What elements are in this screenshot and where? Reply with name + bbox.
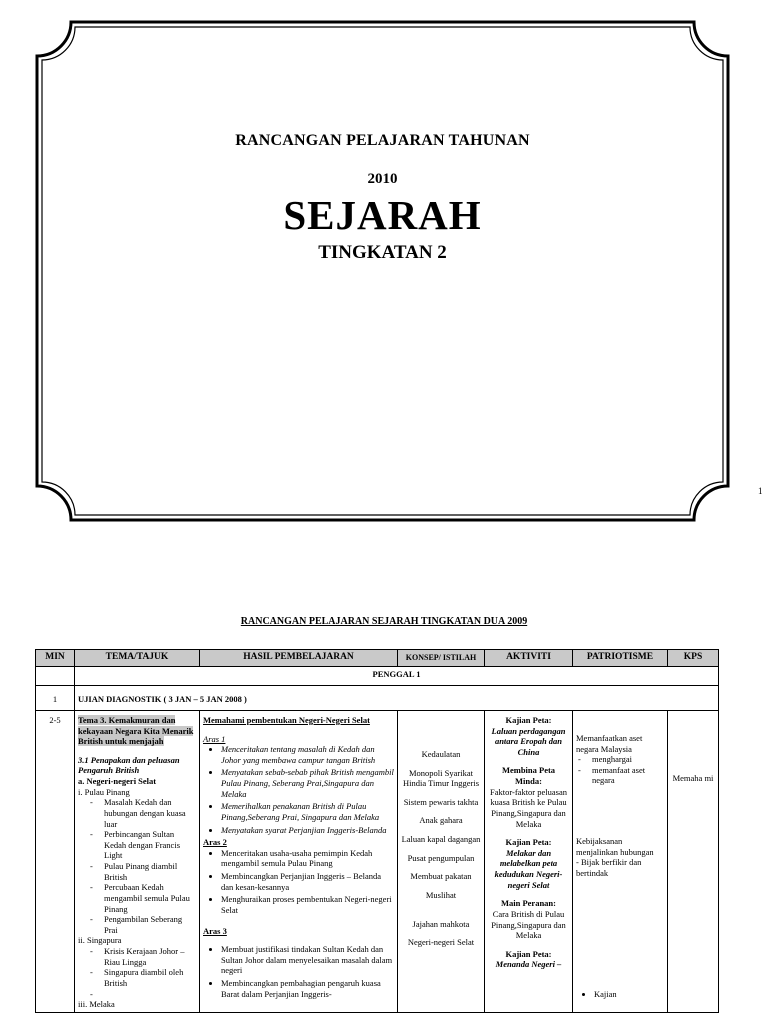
kps-value: Memaha mi bbox=[672, 772, 714, 783]
tema-subtitle: 3.1 Penapakan dan peluasan Pengaruh British bbox=[78, 754, 180, 776]
konsep-cell bbox=[398, 710, 485, 1012]
aktiviti-body: Melakar dan melabelkan peta kedudukan Negeri-negeri Selat bbox=[494, 847, 563, 890]
aktiviti-heading: Kajian Peta: bbox=[505, 714, 552, 725]
konsep-item: Pusat pengumpulan bbox=[407, 852, 475, 863]
patriotisme-line: - Bijak berfikir dan bertindak bbox=[576, 857, 642, 878]
min-cell: 1 bbox=[36, 685, 75, 710]
konsep-item: Monopoli Syarikat Hindia Timur Inggeris bbox=[402, 767, 480, 789]
list-item: - Pulau Pinang diambil British bbox=[104, 861, 196, 882]
hasil-cell bbox=[200, 710, 398, 1012]
list-item: - Krisis Kerajaan Johor – Riau Lingga bbox=[104, 946, 196, 967]
cover-level: TINGKATAN 2 bbox=[318, 242, 447, 263]
list-item: • Menyatakan syarat Perjanjian Inggeris-Belanda bbox=[221, 825, 394, 836]
penggal-label: PENGGAL 1 bbox=[75, 666, 719, 685]
patriotisme-item: Kebijaksanan menjalinkan hubungan bbox=[576, 836, 654, 857]
kps-cell bbox=[668, 710, 719, 1012]
col-header-hasil: HASIL PEMBELAJARAN bbox=[200, 650, 398, 667]
list-item: • Menghuraikan proses pembentukan Negeri-negeri Selat bbox=[221, 894, 394, 915]
cover-year: 2010 bbox=[367, 171, 398, 187]
aktiviti-heading: Main Peranan: bbox=[500, 898, 556, 909]
aktiviti-heading: Kajian Peta: bbox=[505, 948, 552, 959]
col-header-min: MIN bbox=[36, 650, 75, 667]
table-header-row bbox=[36, 650, 719, 667]
konsep-item: Muslihat bbox=[425, 889, 457, 900]
cover-page bbox=[35, 20, 730, 522]
list-item: - memanfaat aset negara bbox=[592, 765, 664, 786]
list-item: • Menceritakan usaha-usaha pemimpin Kedah mengambil semula Pulau Pinang bbox=[221, 848, 394, 869]
aras1-label: Aras 1 bbox=[203, 733, 226, 744]
list-item: • Membincangkan Perjanjian Inggeris – Belanda dan kesan-kesannya bbox=[221, 871, 394, 892]
page-number: 1 bbox=[758, 486, 763, 496]
col-header-konsep: KONSEP/ ISTILAH bbox=[398, 650, 485, 667]
col-header-kps: KPS bbox=[668, 650, 719, 667]
list-item: - Masalah Kedah dan hubungan dengan kuasa luar bbox=[104, 797, 196, 829]
list-item: - Singapura diambil oleh British bbox=[104, 967, 196, 988]
aktiviti-heading: Membina Peta Minda: bbox=[501, 765, 556, 787]
tema-sub-a: a. Negeri-negeri Selat bbox=[78, 776, 157, 787]
list-item: - menghargai bbox=[592, 754, 664, 765]
tema-cell bbox=[75, 710, 200, 1012]
aktiviti-body: Faktor-faktor peluasan kuasa British ke Pulau Pinang,Singapura dan Melaka bbox=[489, 786, 567, 829]
tema-title: Tema 3. Kemakmuran dan kekayaan Negara Kita Menarik British untuk menjajah bbox=[78, 714, 194, 747]
konsep-item: Anak gahara bbox=[419, 815, 463, 826]
tema-iii: iii. Melaka bbox=[78, 999, 115, 1010]
konsep-item: Jajahan mahkota bbox=[412, 918, 470, 929]
list-item: • Menyatakan sebab-sebab pihak British mengambil Pulau Pinang, Seberang Prai,Singapura dan Melaka bbox=[221, 767, 394, 799]
konsep-item: Negeri-negeri Selat bbox=[407, 937, 475, 948]
list-item: - Pengambilan Seberang Prai bbox=[104, 914, 196, 935]
list-item: • Membuat justifikasi tindakan Sultan Kedah dan Sultan Johor dalam menyelesaikan masalah dalam negeri bbox=[221, 944, 394, 976]
cover-subject: SEJARAH bbox=[283, 192, 482, 238]
list-item: • Membincangkan pembahagian pengaruh kuasa Barat dalam Perjanjian Inggeris- bbox=[221, 978, 394, 999]
lesson-plan-table bbox=[35, 649, 719, 1013]
konsep-item: Kedaulatan bbox=[421, 748, 461, 759]
list-item: - Percubaan Kedah mengambil semula Pulau Pinang bbox=[104, 882, 196, 914]
list-item: • Menceritakan tentang masalah di Kedah dan Johor yang membawa campur tangan British bbox=[221, 744, 394, 765]
col-header-tema: TEMA/TAJUK bbox=[75, 650, 200, 667]
min-cell: 2-5 bbox=[36, 710, 75, 1012]
diagnostic-test-cell: UJIAN DIAGNOSTIK ( 3 JAN – 5 JAN 2008 ) bbox=[75, 685, 719, 710]
aras3-label: Aras 3 bbox=[203, 925, 227, 936]
patriotisme-item: Memanfaatkan aset negara Malaysia bbox=[576, 732, 643, 754]
aktiviti-body: Laluan perdagangan antara Eropah dan China bbox=[491, 725, 566, 757]
aktiviti-body: Cara British di Pulau Pinang,Singapura dan Melaka bbox=[491, 908, 566, 941]
list-item: • Memerihalkan penakanan British di Pulau Pinang,Seberang Prai, Singapura dan Melaka bbox=[221, 801, 394, 822]
aktiviti-body: Menanda Negeri – bbox=[495, 959, 562, 970]
tema-dash: - bbox=[90, 988, 93, 999]
cover-line1: RANCANGAN PELAJARAN TAHUNAN bbox=[235, 132, 530, 149]
table-row bbox=[36, 710, 719, 1012]
col-header-aktiviti: AKTIVITI bbox=[485, 650, 573, 667]
cover-frame bbox=[35, 20, 730, 522]
aktiviti-cell bbox=[485, 710, 573, 1012]
table-row bbox=[36, 685, 719, 710]
aras2-label: Aras 2 bbox=[203, 837, 227, 848]
list-item: - Perbincangan Sultan Kedah dengan Francis Light bbox=[104, 829, 196, 861]
konsep-item: Laluan kapal dagangan bbox=[401, 834, 481, 845]
tema-ii: ii. Singapura bbox=[78, 935, 122, 946]
konsep-item: Sistem pewaris takhta bbox=[403, 796, 479, 807]
penggal-row bbox=[36, 666, 719, 685]
konsep-item: Membuat pakatan bbox=[410, 871, 472, 882]
tema-i: i. Pulau Pinang bbox=[78, 786, 130, 797]
patriotisme-cell bbox=[573, 710, 668, 1012]
aktiviti-heading: Kajian Peta: bbox=[505, 837, 552, 848]
list-item: • Kajian bbox=[594, 989, 664, 1000]
hasil-title: Memahami pembentukan Negeri-Negeri Selat bbox=[203, 714, 370, 725]
document-title: RANCANGAN PELAJARAN SEJARAH TINGKATAN DUA 2009 bbox=[240, 616, 528, 627]
col-header-patriotisme: PATRIOTISME bbox=[573, 650, 668, 667]
